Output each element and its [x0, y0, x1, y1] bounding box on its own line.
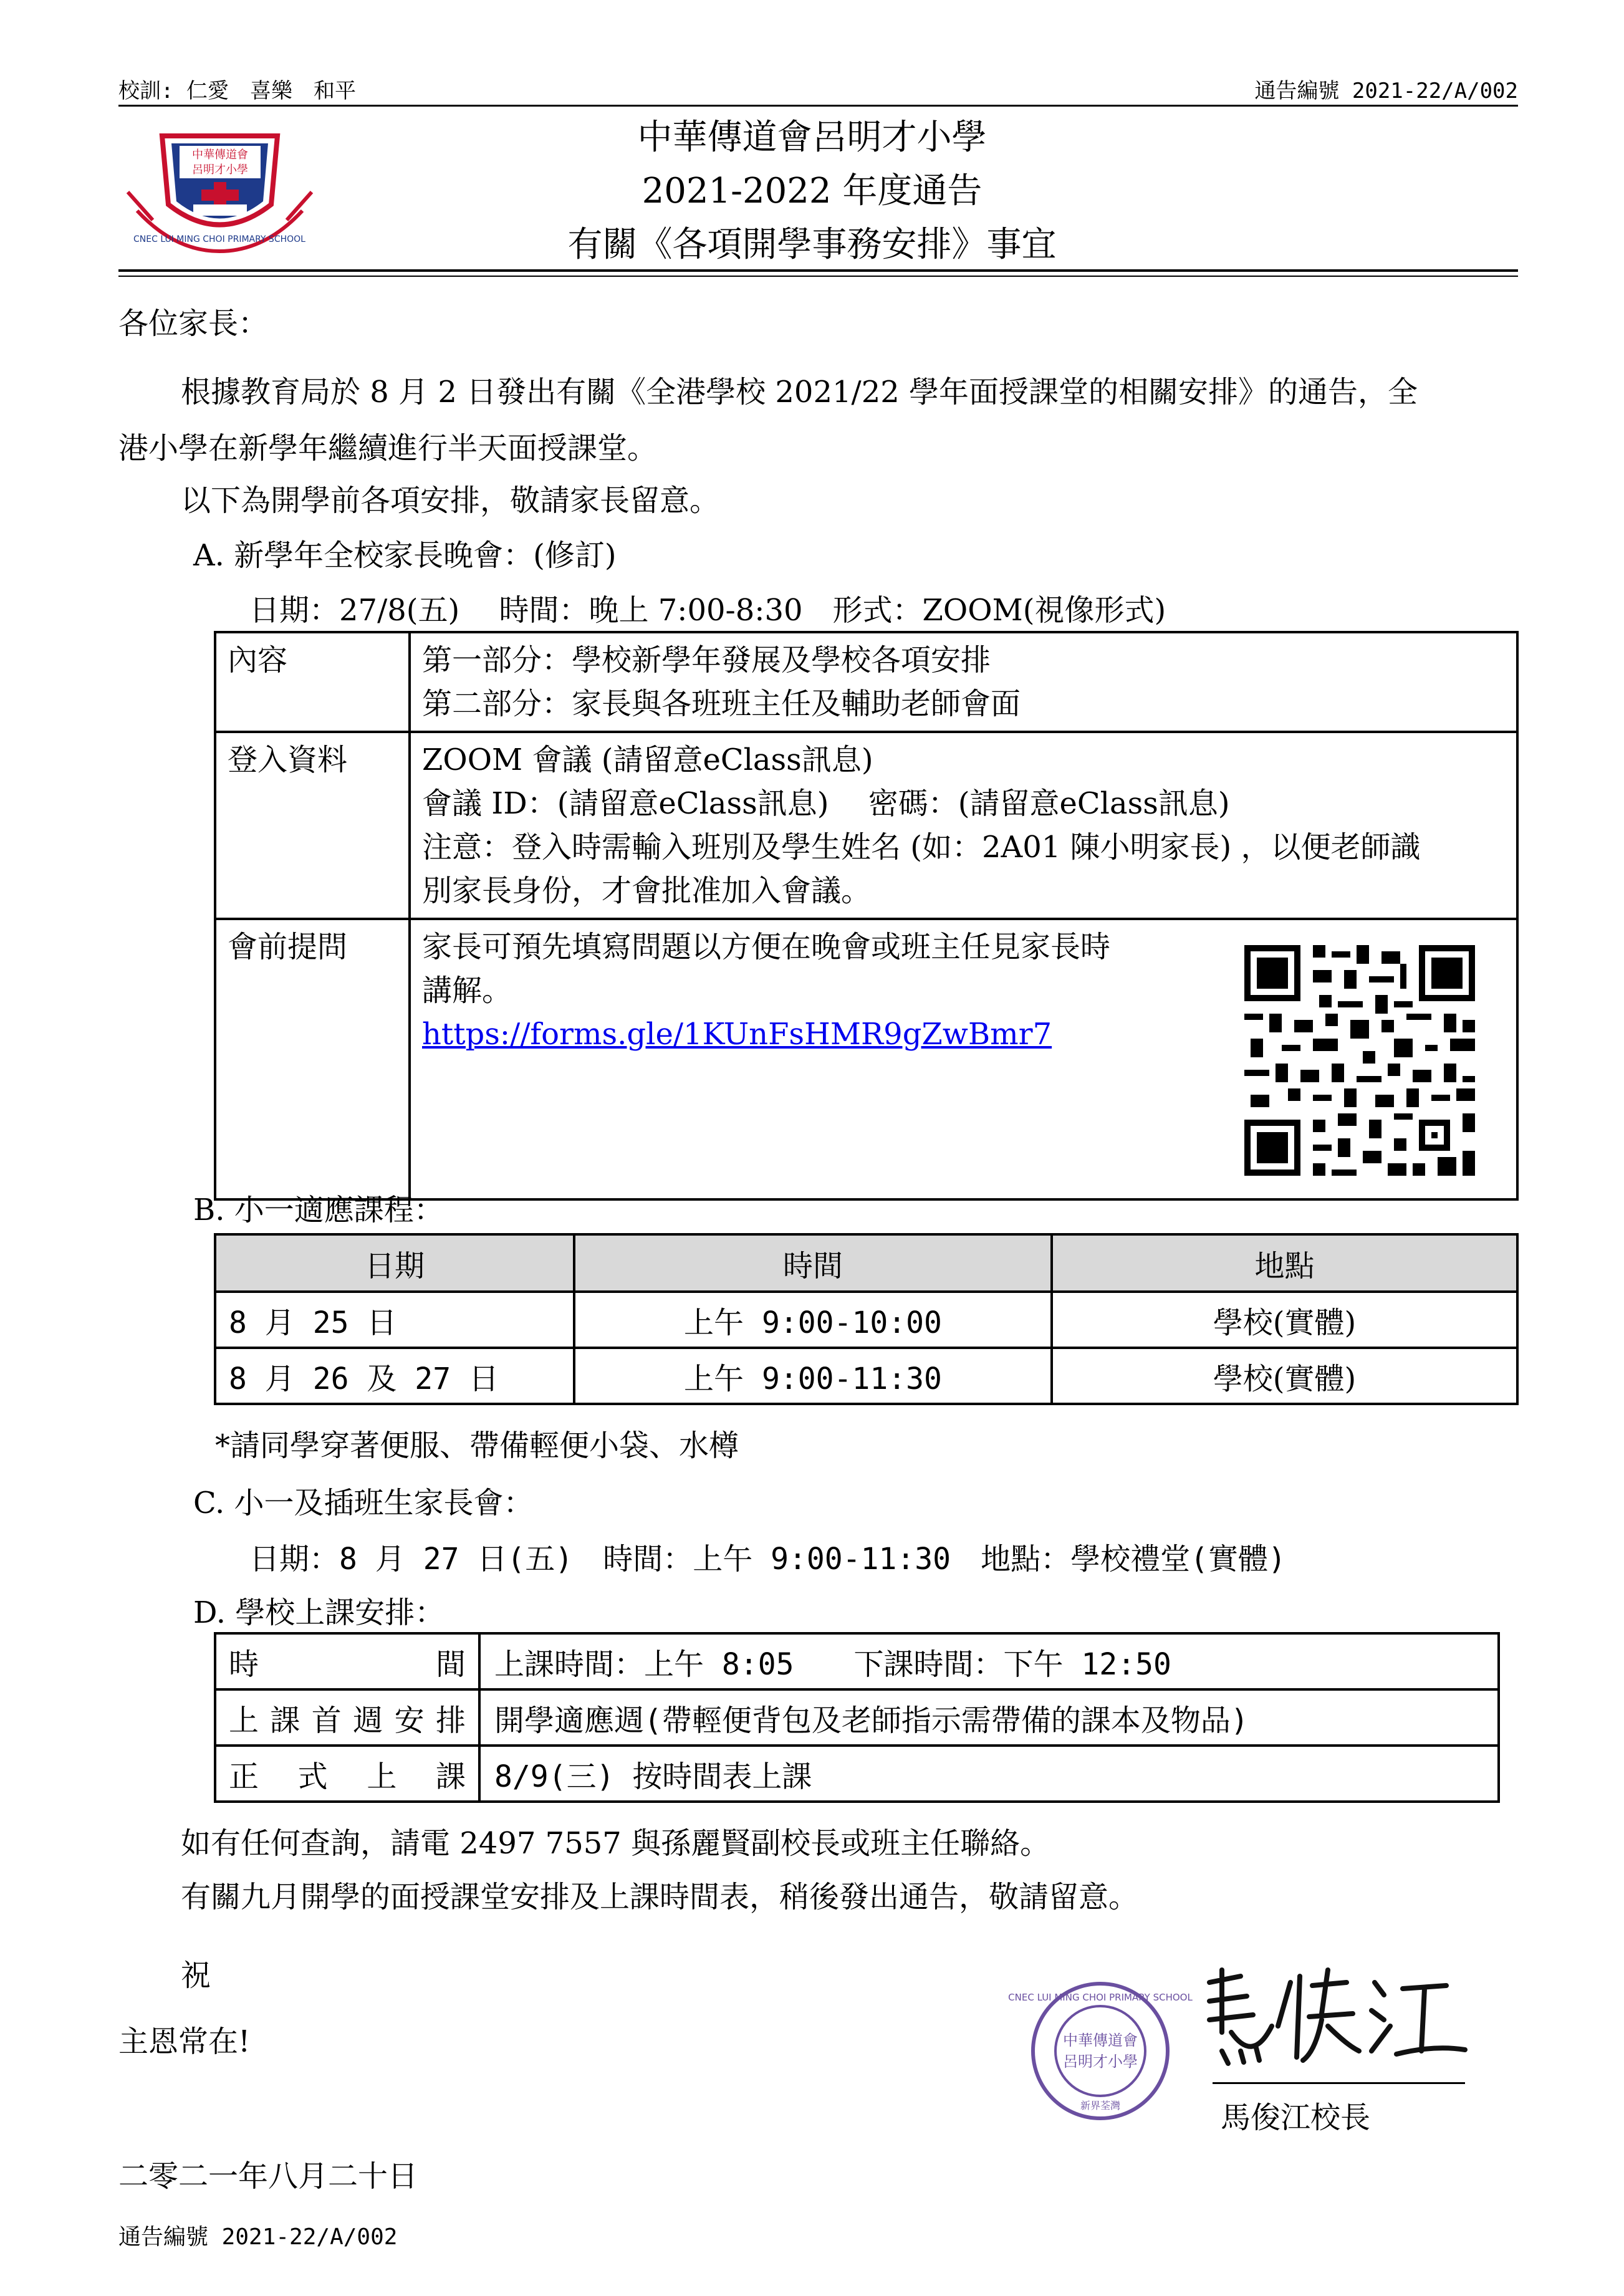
section-b-note: *請同學穿著便服、帶備輕便小袋、水樽: [215, 1428, 739, 1463]
content-line: 家長可預先填寫問題以方便在晚會或班主任見家長時: [422, 929, 1111, 964]
header-top-rule: [118, 105, 1518, 107]
table-row: [215, 1633, 1499, 1689]
content-line: 第二部分：家長與各班班主任及輔助老師會面: [422, 686, 1021, 721]
table-row: [215, 1746, 1499, 1802]
section-b-heading: B. 小一適應課程：: [193, 1193, 444, 1227]
content-line: 講解。: [422, 973, 512, 1008]
col-header-time: 時間: [574, 1234, 1052, 1292]
notice-subject: 有關《各項開學事務安排》事宜: [567, 224, 1057, 265]
section-a-info: 日期：27/8(五) 時間：晚上 7:00-8:30 形式：ZOOM(視像形式): [249, 593, 1166, 628]
cell-date: 8 月 25 日: [215, 1292, 574, 1348]
svg-text:中華傳道會: 中華傳道會: [192, 148, 248, 161]
cell-venue: 學校(實體): [1052, 1292, 1517, 1348]
row-label: 登入資料: [215, 732, 410, 919]
row-label: 內容: [215, 632, 410, 732]
svg-text:新界荃灣: 新界荃灣: [1080, 2100, 1121, 2111]
question-form-link[interactable]: https://forms.gle/1KUnFsHMR9gZwBmr7: [422, 1017, 1052, 1052]
intro-line-2: 港小學在新學年繼續進行半天面授課堂。: [118, 431, 658, 466]
row-label: 上 課 首 週 安 排: [215, 1689, 479, 1746]
col-header-date: 日期: [215, 1234, 574, 1292]
closing-blessing: 主恩常在!: [118, 2024, 251, 2059]
p1-adaptation-table: [214, 1233, 1519, 1405]
table-row: [215, 1689, 1499, 1746]
enquiry-text: 如有任何查詢，請電 2497 7557 與孫麗賢副校長或班主任聯絡。: [181, 1826, 1050, 1861]
cell-time: 上午 9:00-11:30: [574, 1348, 1052, 1404]
content-line: 注意：登入時需輸入班別及學生姓名 (如：2A01 陳小明家長) ，以便老師識: [422, 830, 1421, 865]
qr-code-icon: [1238, 939, 1481, 1182]
notice-number: 通告編號 2021-22/A/002: [1254, 79, 1518, 103]
intro-line-1: 根據教育局於 8 月 2 日發出有關《全港學校 2021/22 學年面授課堂的相關安排》的通告，全: [181, 375, 1418, 410]
content-line: 別家長身份，才會批准加入會議。: [422, 873, 872, 908]
header-rule-thin: [118, 276, 1518, 277]
table-row: [215, 1292, 1517, 1348]
row-label: 時 間: [215, 1633, 479, 1689]
school-motto: 校訓: 仁愛 喜樂 和平: [118, 79, 356, 103]
row-content: [410, 732, 1517, 919]
section-a-heading: A. 新學年全校家長晚會：(修訂): [193, 538, 617, 573]
svg-text:CNEC LUI MING CHOI PRIMARY SCH: CNEC LUI MING CHOI PRIMARY SCHOOL: [133, 234, 305, 244]
row-value: 開學適應週(帶輕便背包及老師指示需帶備的課本及物品): [479, 1689, 1499, 1746]
principal-signature: [1197, 1957, 1477, 2082]
closing-zhu: 祝: [181, 1958, 211, 1993]
row-label: 正 式 上 課: [215, 1746, 479, 1802]
letter-date: 二零二一年八月二十日: [118, 2159, 418, 2194]
svg-text:呂明才小學: 呂明才小學: [192, 163, 248, 176]
table-row: [215, 732, 1517, 919]
footer-notice-number: 通告編號 2021-22/A/002: [118, 2224, 398, 2250]
row-content: [410, 632, 1517, 732]
row-value: 上課時間：上午 8:05 下課時間：下午 12:50: [479, 1633, 1499, 1689]
col-header-venue: 地點: [1052, 1234, 1517, 1292]
content-line: 第一部分：學校新學年發展及學校各項安排: [422, 643, 991, 678]
signature-line: [1213, 2082, 1465, 2084]
content-line: 會議 ID：(請留意eClass訊息) 密碼：(請留意eClass訊息): [422, 786, 1230, 821]
cell-date: 8 月 26 及 27 日: [215, 1348, 574, 1404]
cell-time: 上午 9:00-10:00: [574, 1292, 1052, 1348]
svg-text:呂明才小學: 呂明才小學: [1063, 2053, 1138, 2070]
september-note: 有關九月開學的面授課堂安排及上課時間表，稍後發出通告，敬請留意。: [181, 1880, 1139, 1914]
school-schedule-table: [214, 1632, 1500, 1803]
table-row: [215, 919, 1517, 1199]
section-c-info: 日期：8 月 27 日(五) 時間：上午 9:00-11:30 地點：學校禮堂(實體): [249, 1542, 1286, 1577]
notice-year-title: 2021-2022 年度通告: [641, 171, 983, 211]
row-value: 8/9(三) 按時間表上課: [479, 1746, 1499, 1802]
table-row: [215, 1348, 1517, 1404]
cell-venue: 學校(實體): [1052, 1348, 1517, 1404]
table-header-row: [215, 1234, 1517, 1292]
section-d-heading: D. 學校上課安排：: [193, 1595, 445, 1630]
content-line: ZOOM 會議 (請留意eClass訊息): [422, 742, 873, 777]
table-row: [215, 632, 1517, 732]
svg-text:中華傳道會: 中華傳道會: [1063, 2032, 1138, 2049]
parent-evening-table: [214, 631, 1519, 1201]
row-label: 會前提問: [215, 919, 410, 1199]
section-c-heading: C. 小一及插班生家長會：: [193, 1486, 534, 1520]
header-rule-thick: [118, 269, 1518, 272]
school-name: 中華傳道會呂明才小學: [637, 117, 987, 158]
intro-line-3: 以下為開學前各項安排，敬請家長留意。: [181, 483, 720, 518]
row-content: [410, 919, 1517, 1199]
principal-name: 馬俊江校長: [1221, 2100, 1371, 2135]
salutation: 各位家長：: [118, 306, 269, 341]
svg-text:CNEC LUI MING CHOI PRIMARY SCH: CNEC LUI MING CHOI PRIMARY SCHOOL: [1008, 1992, 1193, 2003]
school-seal: [1008, 1979, 1193, 2123]
